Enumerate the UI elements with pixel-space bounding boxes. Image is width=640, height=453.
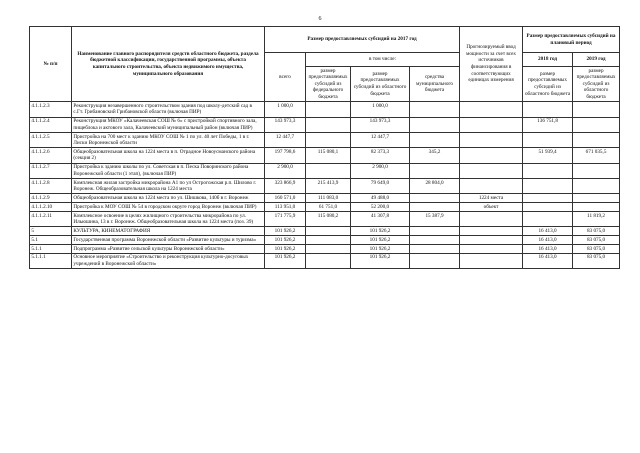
- row-2018: [523, 179, 573, 194]
- row-2019: [573, 163, 620, 178]
- row-capacity: [460, 163, 523, 178]
- header-capacity: Прогнозируемый ввод мощности за счет всех источников финансирования в соответствующих единицах измерения: [460, 27, 523, 102]
- row-capacity: 1224 места: [460, 194, 523, 203]
- row-name: Основное мероприятие «Строительство и реконструкция культурно-досуговых учреждений в Воронежской области»: [72, 253, 265, 268]
- row-name: Реконструкция МКОУ «Калачеевская СОШ № 6» с пристройкой спортивного зала, пищеблока и актового зала, Калачеевский муниципальный район (включая ПИР): [72, 117, 265, 132]
- row-2019: 83 075,0: [573, 244, 620, 253]
- table-row: [30, 102, 620, 117]
- row-number: 4.1.1.2.4: [30, 117, 72, 132]
- row-2019: [573, 117, 620, 132]
- header-including: в том числе:: [306, 53, 460, 67]
- row-regional: 41 307,8: [351, 211, 410, 226]
- header-planned: Размер предоставляемых субсидий на плановый период: [523, 27, 620, 53]
- row-municipal: 345,2: [410, 148, 460, 163]
- row-total: 171 775,9: [265, 211, 306, 226]
- row-number: 4.1.1.2.8: [30, 179, 72, 194]
- row-capacity: [460, 236, 523, 245]
- row-regional: 101 926,2: [351, 253, 410, 268]
- row-federal: [306, 163, 351, 178]
- row-2018: [523, 194, 573, 203]
- row-municipal: [410, 227, 460, 236]
- row-capacity: [460, 132, 523, 147]
- row-regional: 79 649,0: [351, 179, 410, 194]
- row-municipal: 15 387,9: [410, 211, 460, 226]
- table-row: [30, 244, 620, 253]
- row-total: 323 866,9: [265, 179, 306, 194]
- row-name: Пристройка к МОУ СОШ № 54 в городском округе город Воронеж (включая ПИР): [72, 203, 265, 212]
- row-regional: 101 926,2: [351, 236, 410, 245]
- header-subsidy-2017: Размер предоставляемых субсидий на 2017 год: [265, 27, 460, 53]
- row-2018: 136 751,8: [523, 117, 573, 132]
- row-regional: 101 926,2: [351, 244, 410, 253]
- row-name: Комплексное освоение в целях жилищного строительства микрорайона по ул. Ильюшина, 13 в г. Воронеж. Общеобразовательная школа на 1224 места (поз. 39): [72, 211, 265, 226]
- row-regional: 82 373,3: [351, 148, 410, 163]
- row-number: 5.1.1: [30, 244, 72, 253]
- header-regional: размер предоставляемых субсидий из областного бюджета: [351, 67, 410, 102]
- header-num: № п/п: [30, 27, 72, 102]
- table-row: [30, 117, 620, 132]
- row-total: 1 000,0: [265, 102, 306, 117]
- row-number: 5: [30, 227, 72, 236]
- header-2019: 2019 год: [573, 53, 620, 67]
- row-municipal: [410, 253, 460, 268]
- row-name: Комплексная жилая застройка микрорайона А1 по ул Острогожская р.п. Шилово г. Воронеж. Общеобразовательная школа на 1224 места: [72, 179, 265, 194]
- table-row: [30, 194, 620, 203]
- header-total: всего: [265, 53, 306, 102]
- row-total: 101 926,2: [265, 227, 306, 236]
- row-number: 4.1.1.2.11: [30, 211, 72, 226]
- subsidy-table: [29, 26, 620, 269]
- row-total: 101 926,2: [265, 244, 306, 253]
- row-2019: 671 035,5: [573, 148, 620, 163]
- row-name: Пристройка на 700 мест к зданию МКОУ СОШ № 1 по ул. 40 лет Победы, 1 в г. Лиски Воронежской области: [72, 132, 265, 147]
- row-number: 4.1.1.2.7: [30, 163, 72, 178]
- row-federal: 115 080,2: [306, 211, 351, 226]
- row-federal: [306, 132, 351, 147]
- row-municipal: [410, 244, 460, 253]
- row-capacity: [460, 253, 523, 268]
- row-2019: 83 075,0: [573, 253, 620, 268]
- table-row: [30, 211, 620, 226]
- row-number: 4.1.1.2.9: [30, 194, 72, 203]
- row-capacity: [460, 244, 523, 253]
- row-municipal: [410, 203, 460, 212]
- row-total: 143 973,3: [265, 117, 306, 132]
- row-name: Государственная программа Воронежской области «Развитие культуры и туризма»: [72, 236, 265, 245]
- row-capacity: объект: [460, 203, 523, 212]
- row-regional: 12 447,7: [351, 132, 410, 147]
- row-name: Подпрограмма «Развитие сельской культуры Воронежской области»: [72, 244, 265, 253]
- row-number: 4.1.1.2.6: [30, 148, 72, 163]
- row-capacity: [460, 148, 523, 163]
- row-total: 2 900,0: [265, 163, 306, 178]
- row-capacity: [460, 117, 523, 132]
- row-federal: [306, 253, 351, 268]
- row-total: 101 926,2: [265, 253, 306, 268]
- row-name: Реконструкция незавершенного строительством здания под школу-детский сад в с.Гт. Грибановский Грибановской области (включая ПИР): [72, 102, 265, 117]
- page-number: 6: [318, 16, 322, 22]
- row-total: 12 447,7: [265, 132, 306, 147]
- row-2018: [523, 102, 573, 117]
- row-federal: 215 413,9: [306, 179, 351, 194]
- row-regional: 101 926,2: [351, 227, 410, 236]
- row-name: Общеобразовательная школа на 1224 места по ул. Шишкова, 140б в г. Воронеж: [72, 194, 265, 203]
- row-municipal: [410, 117, 460, 132]
- header-name: Наименование главного распорядителя средств областного бюджета, раздела бюджетной классификации, государственной программы, объекта капитального строительства, объекта недвижимого имущества, муниципального образования: [72, 27, 265, 102]
- table-row: [30, 236, 620, 245]
- row-name: Пристройка к зданию школы по ул. Советская в п. Песка Поворинского района Воронежской области (1 этап), (включая ПИР): [72, 163, 265, 178]
- row-2018: 16 413,0: [523, 253, 573, 268]
- row-federal: [306, 244, 351, 253]
- row-number: 4.1.1.2.5: [30, 132, 72, 147]
- row-total: 113 951,0: [265, 203, 306, 212]
- row-2019: [573, 203, 620, 212]
- row-number: 4.1.1.2.3: [30, 102, 72, 117]
- header-2018-sub: размер предоставляемых субсидий из областного бюджета: [523, 67, 573, 102]
- row-federal: [306, 236, 351, 245]
- row-capacity: [460, 179, 523, 194]
- row-regional: 143 973,3: [351, 117, 410, 132]
- row-total: 160 571,0: [265, 194, 306, 203]
- row-federal: [306, 102, 351, 117]
- row-federal: 111 083,0: [306, 194, 351, 203]
- row-municipal: 28 804,0: [410, 179, 460, 194]
- row-number: 5.1.1.1: [30, 253, 72, 268]
- row-name: КУЛЬТУРА, КИНЕМАТОГРАФИЯ: [72, 227, 265, 236]
- row-2018: 16 413,0: [523, 244, 573, 253]
- row-2018: [523, 163, 573, 178]
- table-row: [30, 203, 620, 212]
- row-total: 101 926,2: [265, 236, 306, 245]
- table-row: [30, 179, 620, 194]
- row-capacity: [460, 227, 523, 236]
- row-2018: [523, 132, 573, 147]
- row-total: 197 798,6: [265, 148, 306, 163]
- row-number: 5.1: [30, 236, 72, 245]
- row-2018: 16 413,0: [523, 236, 573, 245]
- row-2019: [573, 102, 620, 117]
- row-2018: [523, 203, 573, 212]
- row-2018: [523, 211, 573, 226]
- row-2019: [573, 194, 620, 203]
- row-municipal: [410, 102, 460, 117]
- row-federal: [306, 117, 351, 132]
- row-regional: 52 200,0: [351, 203, 410, 212]
- row-2018: 16 413,0: [523, 227, 573, 236]
- row-number: 4.1.1.2.10: [30, 203, 72, 212]
- table-row: [30, 148, 620, 163]
- row-name: Общеобразовательная школа на 1224 места в п. Отрадное Новоусманского района (секция 2): [72, 148, 265, 163]
- row-municipal: [410, 163, 460, 178]
- header-2018: 2018 год: [523, 53, 573, 67]
- row-regional: 49 488,0: [351, 194, 410, 203]
- table-body: [30, 102, 620, 269]
- row-capacity: [460, 102, 523, 117]
- row-2019: 11 819,2: [573, 211, 620, 226]
- row-2019: 83 075,0: [573, 227, 620, 236]
- header-2019-sub: размер предоставляемых субсидий из областного бюджета: [573, 67, 620, 102]
- row-regional: 2 900,0: [351, 163, 410, 178]
- row-regional: 1 000,0: [351, 102, 410, 117]
- row-municipal: [410, 194, 460, 203]
- row-municipal: [410, 132, 460, 147]
- row-2018: 51 939,4: [523, 148, 573, 163]
- row-capacity: [460, 211, 523, 226]
- table-row: [30, 163, 620, 178]
- row-2019: [573, 132, 620, 147]
- table-row: [30, 253, 620, 268]
- row-2019: [573, 179, 620, 194]
- row-federal: 61 751,0: [306, 203, 351, 212]
- table-row: [30, 227, 620, 236]
- row-federal: [306, 227, 351, 236]
- header-federal: размер предоставляемых субсидий из федерального бюджета: [306, 67, 351, 102]
- table-row: [30, 132, 620, 147]
- row-2019: 83 075,0: [573, 236, 620, 245]
- header-municipal: средства муниципального бюджета: [410, 67, 460, 102]
- row-federal: 115 080,1: [306, 148, 351, 163]
- row-municipal: [410, 236, 460, 245]
